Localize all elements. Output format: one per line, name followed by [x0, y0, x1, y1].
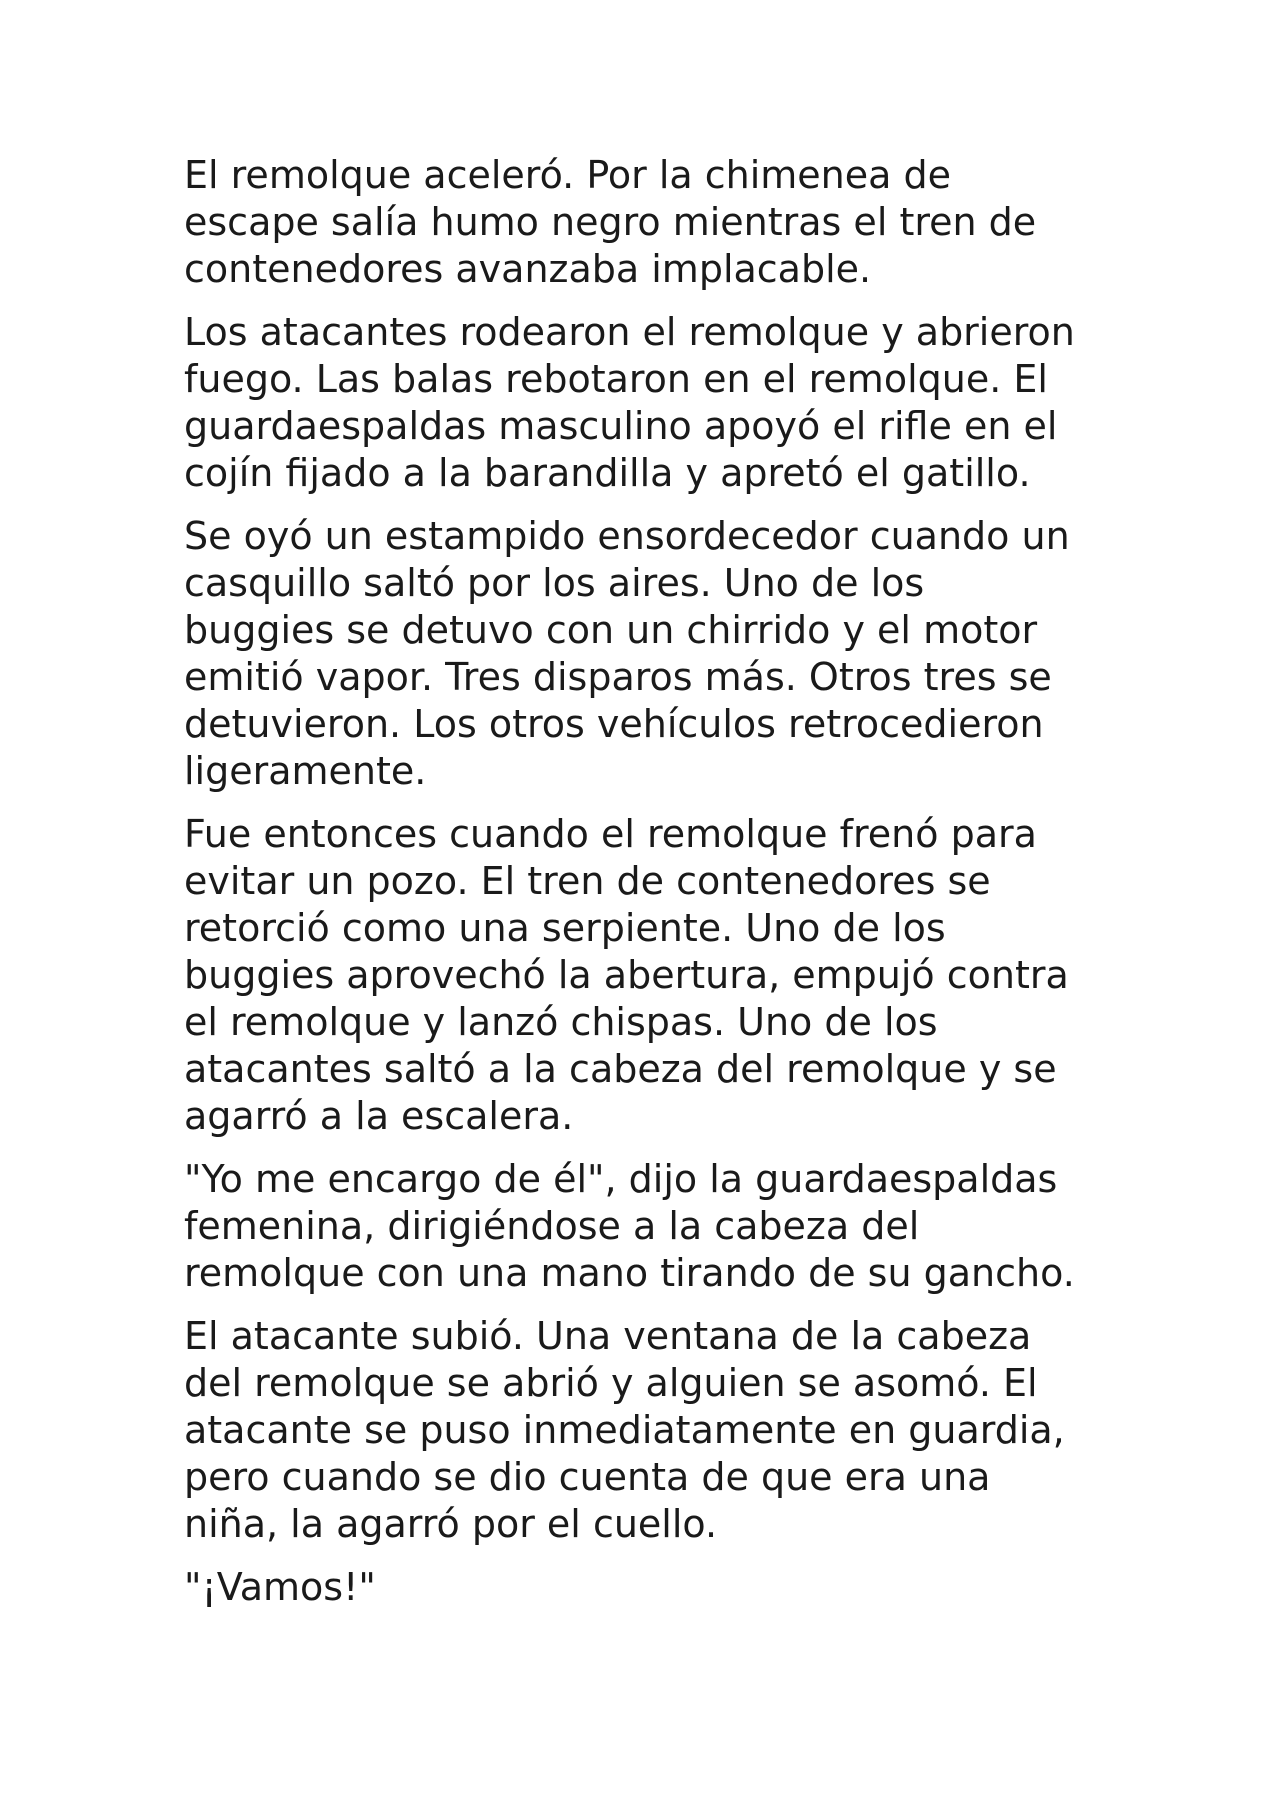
paragraph-5: "Yo me encargo de él", dijo la guardaespaldas femenina, dirigiéndose a la cabeza del remolque con una mano tirando de su gancho. — [184, 1157, 1075, 1295]
document-body — [184, 152, 1104, 1627]
paragraph-4: Fue entonces cuando el remolque frenó para evitar un pozo. El tren de contenedores se retorció como una serpiente. Uno de los buggies aprovechó la abertura, empujó contra el remolque y lanzó chispas. Uno de los atacantes saltó a la cabeza del remolque y se agarró a la escalera. — [184, 812, 1069, 1138]
paragraph-2: Los atacantes rodearon el remolque y abrieron fuego. Las balas rebotaron en el remolque. El guardaespaldas masculino apoyó el rifle en el cojín fijado a la barandilla y apretó el gatillo. — [184, 310, 1075, 495]
paragraph-6: El atacante subió. Una ventana de la cabeza del remolque se abrió y alguien se asomó. El atacante se puso inmediatamente en guardia, pero cuando se dio cuenta de que era una niña, la agarró por el cuello. — [184, 1314, 1065, 1546]
paragraph-1: El remolque aceleró. Por la chimenea de escape salía humo negro mientras el tren de contenedores avanzaba implacable. — [184, 153, 1037, 291]
paragraph-3: Se oyó un estampido ensordecedor cuando un casquillo saltó por los aires. Uno de los buggies se detuvo con un chirrido y el motor emitió vapor. Tres disparos más. Otros tres se detuvieron. Los otros vehículos retrocedieron ligeramente. — [184, 514, 1070, 793]
paragraph-7: "¡Vamos!" — [184, 1565, 376, 1609]
